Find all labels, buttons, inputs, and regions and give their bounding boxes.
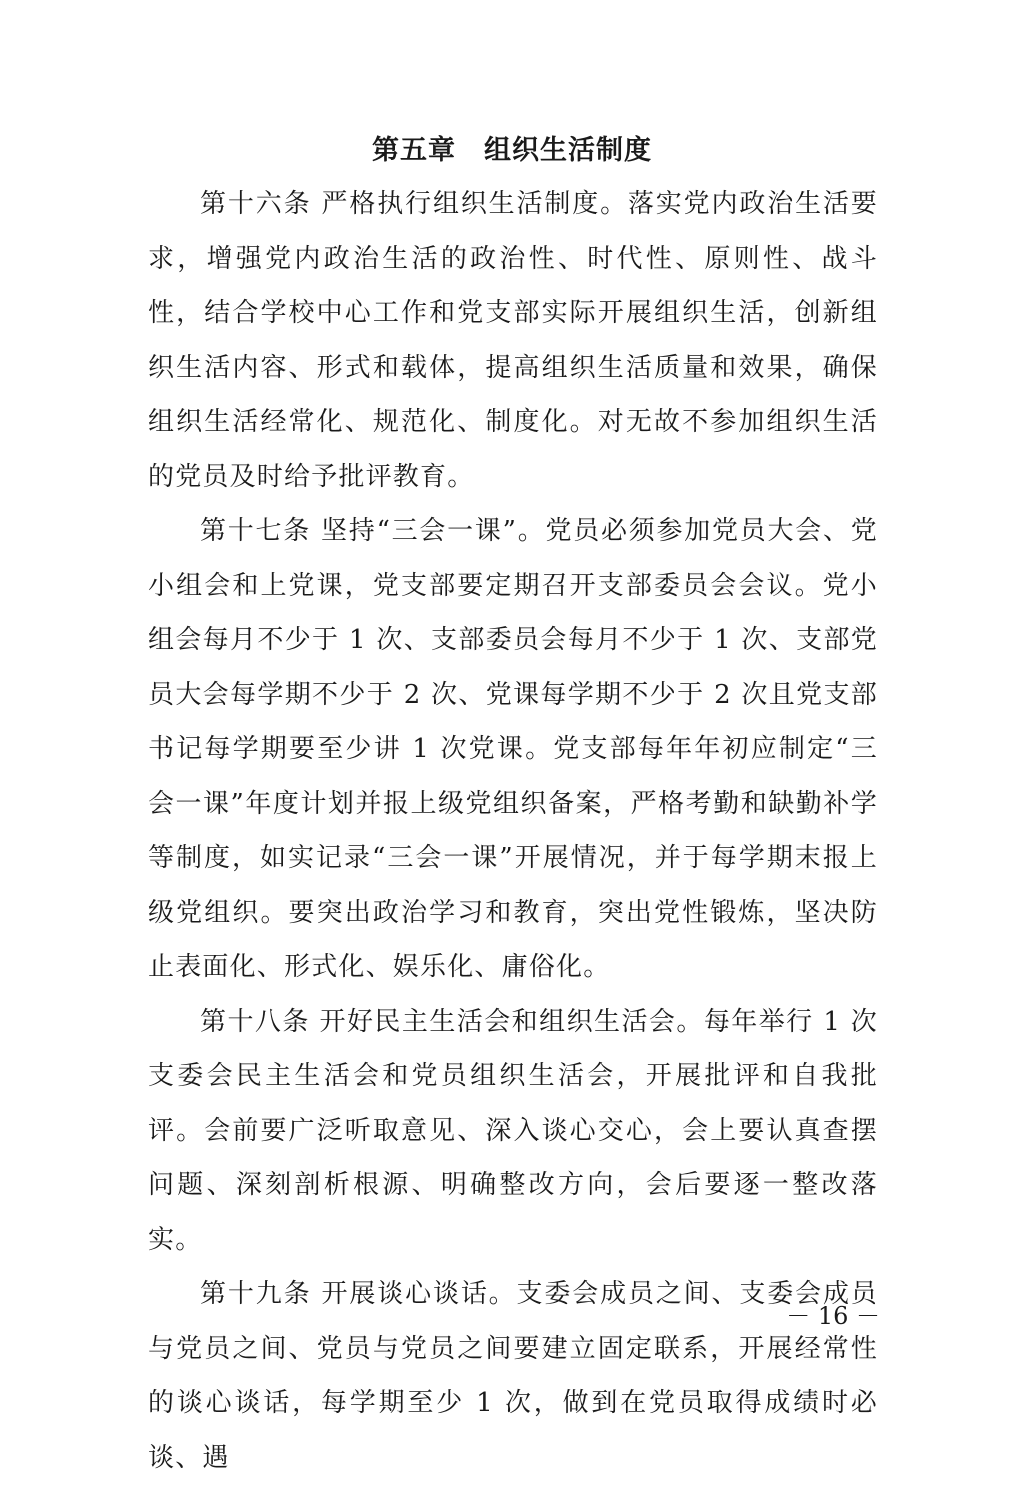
page-number: － 16 － bbox=[786, 1302, 880, 1330]
body-text bbox=[148, 177, 878, 1485]
article-19-paragraph: 第十九条 开展谈心谈话。支委会成员之间、支委会成员与党员之间、党员与党员之间要建立固定联系，开展经常性的谈心谈话，每学期至少 1 次，做到在党员取得成绩时必谈、遇 bbox=[148, 1279, 878, 1473]
article-17-paragraph: 第十七条 坚持“三会一课”。党员必须参加党员大会、党小组会和上党课，党支部要定期召开支部委员会会议。党小组会每月不少于 1 次、支部委员会每月不少于 1 次、支部党员大会每学期不少于 2 次、党课每学期不少于 2 次且党支部书记每学期要至少讲 1 次党课。党支部每年年初应制定“三会一课”年度计划并报上级党组织备案，严格考勤和缺勤补学等制度，如实记录“三会一课”开展情况，并于每学期末报上级党组织。要突出政治学习和教育，突出党性锻炼，坚决防止表面化、形式化、娱乐化、庸俗化。 bbox=[148, 516, 878, 982]
article-18-paragraph: 第十八条 开好民主生活会和组织生活会。每年举行 1 次支委会民主生活会和党员组织生活会，开展批评和自我批评。会前要广泛听取意见、深入谈心交心，会上要认真查摆问题、深刻剖析根源、明确整改方向，会后要逐一整改落实。 bbox=[148, 1006, 878, 1255]
chapter-title: 第五章 组织生活制度 bbox=[372, 135, 652, 166]
article-16-paragraph: 第十六条 严格执行组织生活制度。落实党内政治生活要求，增强党内政治生活的政治性、时代性、原则性、战斗性，结合学校中心工作和党支部实际开展组织生活，创新组织生活内容、形式和载体，提高组织生活质量和效果，确保组织生活经常化、规范化、制度化。对无故不参加组织生活的党员及时给予批评教育。 bbox=[148, 189, 878, 492]
